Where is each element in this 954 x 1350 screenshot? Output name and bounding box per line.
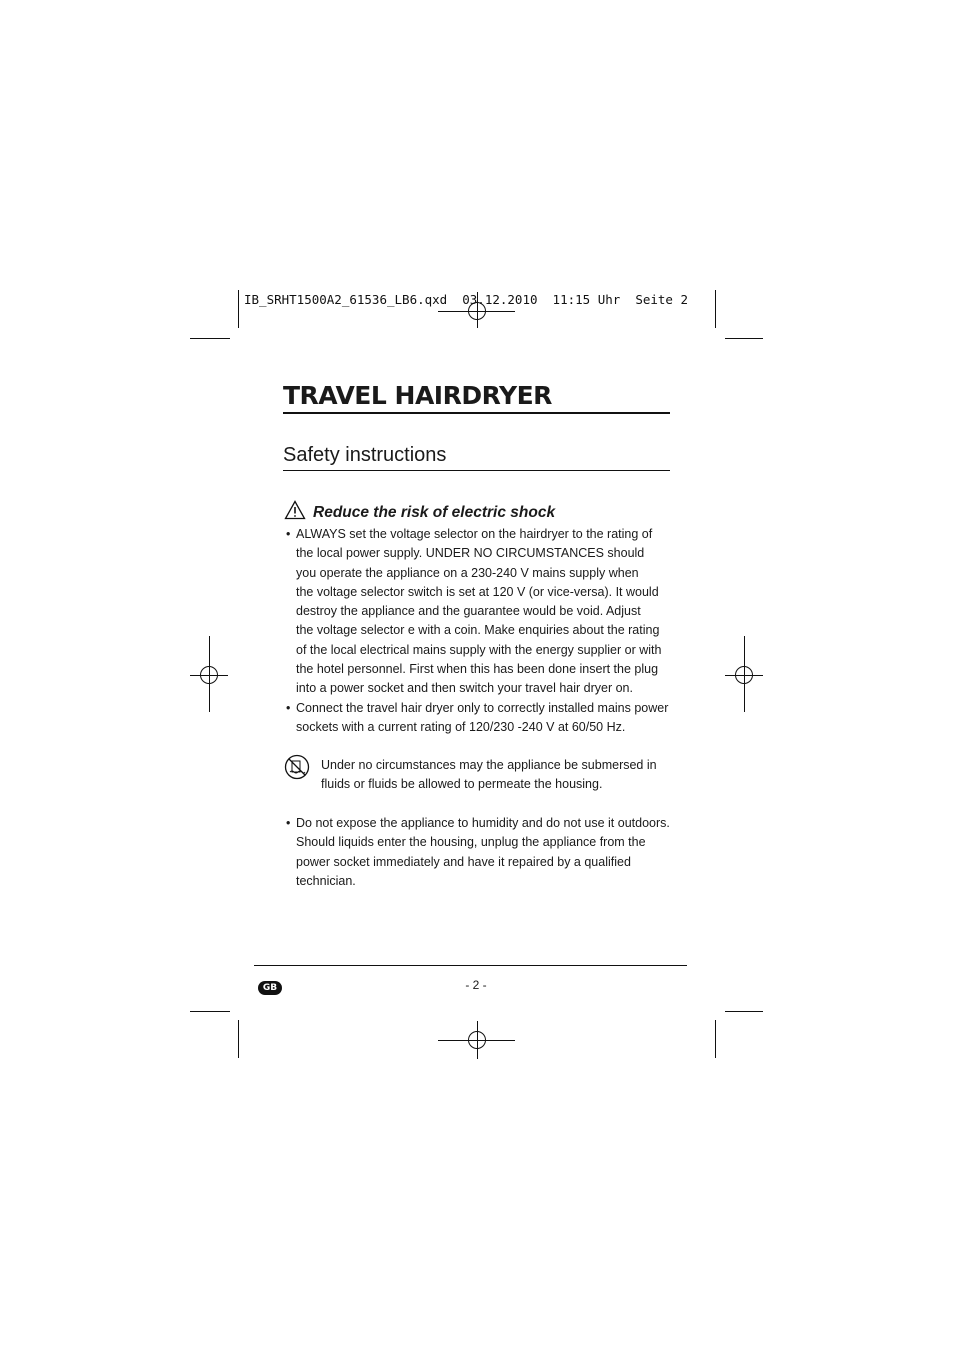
line: fluids or fluids be allowed to permeate the housing. (321, 777, 603, 792)
line: the local power supply. UNDER NO CIRCUMSTANCES should (296, 546, 645, 561)
no-submerse-icon (284, 754, 310, 784)
language-badge: GB (258, 981, 282, 995)
line: technician. (296, 873, 356, 888)
crop-mark (190, 1011, 230, 1012)
line: Under no circumstances may the appliance be submersed in (321, 758, 657, 772)
crop-mark (715, 1020, 716, 1058)
line: ALWAYS set the voltage selector on the hairdryer to the rating of (296, 527, 653, 541)
title-underline (283, 412, 670, 414)
warning-triangle-icon (284, 500, 306, 524)
line: you operate the appliance on a 230-240 V mains supply when (296, 565, 639, 580)
section-underline (283, 470, 670, 471)
crop-mark (715, 290, 716, 328)
section-title: Safety instructions (283, 444, 447, 466)
line: power socket immediately and have it repaired by a qualified (296, 854, 631, 869)
submersion-notice (321, 756, 666, 795)
crop-mark (725, 1011, 763, 1012)
page-number: - 2 - (465, 978, 487, 992)
list-item (286, 814, 672, 891)
subsection-heading: Reduce the risk of electric shock (313, 504, 556, 521)
footer-rule (254, 965, 687, 966)
line: Should liquids enter the housing, unplug the appliance from the (296, 835, 646, 850)
line: destroy the appliance and the guarantee would be void. Adjust (296, 604, 641, 619)
line: the voltage selector switch is set at 120 V (or vice-versa). It would (296, 584, 659, 599)
crop-mark (238, 1020, 239, 1058)
bullet-list-bottom (286, 814, 672, 891)
bullet-dot: • (286, 527, 291, 541)
line: of the local electrical mains supply with the energy supplier or with (296, 642, 662, 657)
page-title: TRAVEL HAIRDRYER (283, 381, 552, 410)
registration-mark (735, 666, 753, 684)
print-slug: IB_SRHT1500A2_61536_LB6.qxd 03.12.2010 11:15 Uhr Seite 2 (244, 292, 689, 307)
crop-mark (190, 338, 230, 339)
crop-mark (725, 338, 763, 339)
line: Connect the travel hair dryer only to correctly installed mains power (296, 700, 669, 715)
list-item (286, 525, 672, 699)
bullet-dot: • (286, 816, 291, 830)
registration-mark (200, 666, 218, 684)
crop-mark (238, 290, 239, 328)
line: into a power socket and then switch your travel hair dryer on. (296, 681, 633, 696)
bullet-list-top (286, 525, 672, 737)
line: the hotel personnel. First when this has been done insert the plug (296, 662, 659, 677)
line: the voltage selector e with a coin. Make enquiries about the rating (296, 623, 660, 638)
registration-mark (468, 1031, 486, 1049)
list-item (286, 699, 672, 738)
line: Do not expose the appliance to humidity and do not use it outdoors. (296, 816, 670, 830)
bullet-dot: • (286, 700, 291, 715)
line: sockets with a current rating of 120/230 -240 V at 60/50 Hz. (296, 719, 626, 734)
